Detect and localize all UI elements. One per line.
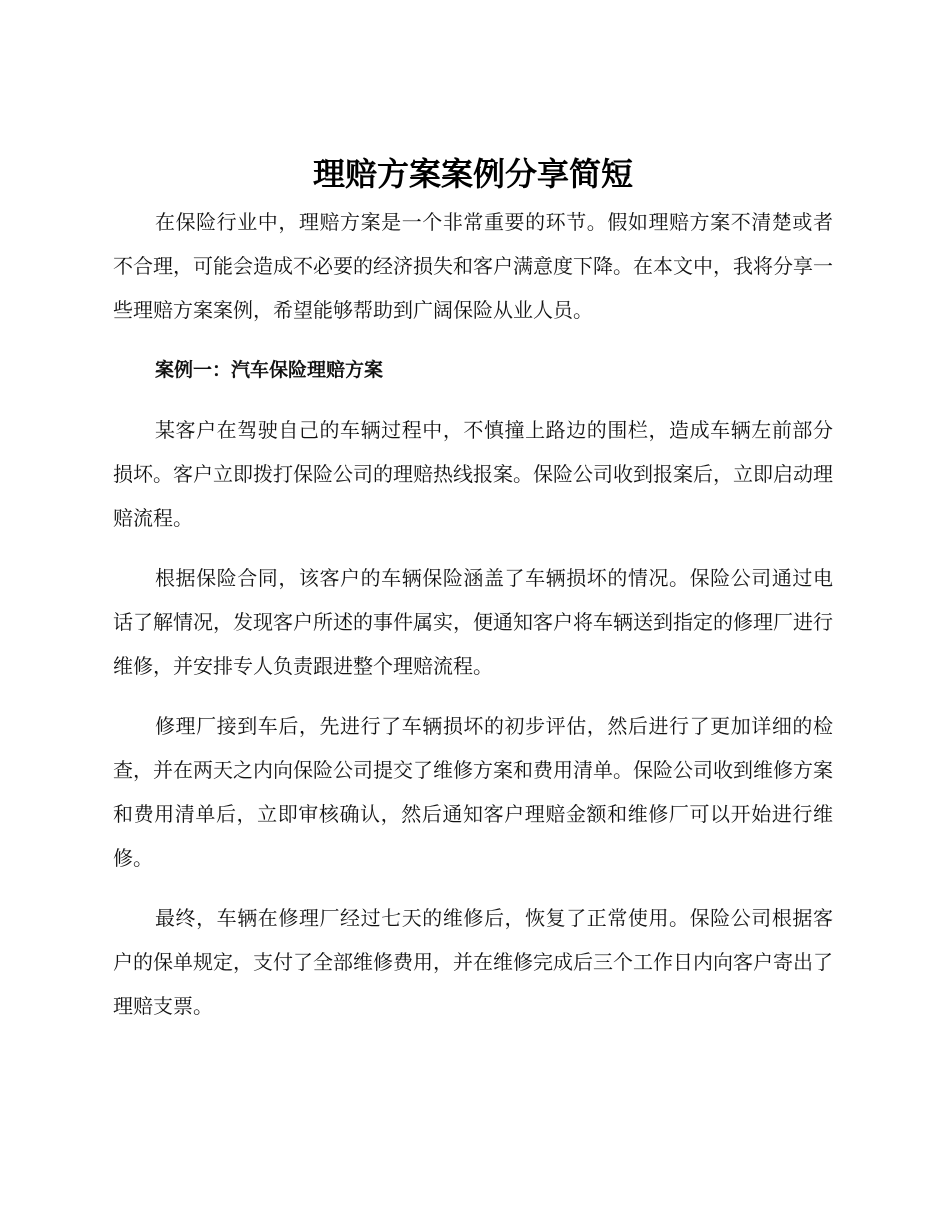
case-one-heading: 案例一：汽车保险理赔方案 [155, 359, 384, 381]
intro-paragraph: 在保险行业中，理赔方案是一个非常重要的环节。假如理赔方案不清楚或者不合理，可能会造成不必要的经济损失和客户满意度下降。在本文中，我将分享一些理赔方案案例，希望能够帮助到广阔保险从业人员。 [113, 210, 833, 322]
body-paragraph-3: 修理厂接到车后，先进行了车辆损坏的初步评估，然后进行了更加详细的检查，并在两天之内向保险公司提交了维修方案和费用清单。保险公司收到维修方案和费用清单后，立即审核确认，然后通知客户理赔金额和维修厂可以开始进行维修。 [113, 714, 833, 870]
body-paragraph-4: 最终，车辆在修理厂经过七天的维修后，恢复了正常使用。保险公司根据客户的保单规定，支付了全部维修费用，并在维修完成后三个工作日内向客户寄出了理赔支票。 [113, 906, 833, 1018]
document-title: 理赔方案案例分享简短 [312, 155, 633, 193]
body-paragraph-1: 某客户在驾驶自己的车辆过程中，不慎撞上路边的围栏，造成车辆左前部分损坏。客户立即拨打保险公司的理赔热线报案。保险公司收到报案后，立即启动理赔流程。 [113, 418, 833, 530]
body-paragraph-2: 根据保险合同，该客户的车辆保险涵盖了车辆损坏的情况。保险公司通过电话了解情况，发现客户所述的事件属实，便通知客户将车辆送到指定的修理厂进行维修，并安排专人负责跟进整个理赔流程。 [113, 566, 833, 678]
document-page [113, 150, 833, 1028]
